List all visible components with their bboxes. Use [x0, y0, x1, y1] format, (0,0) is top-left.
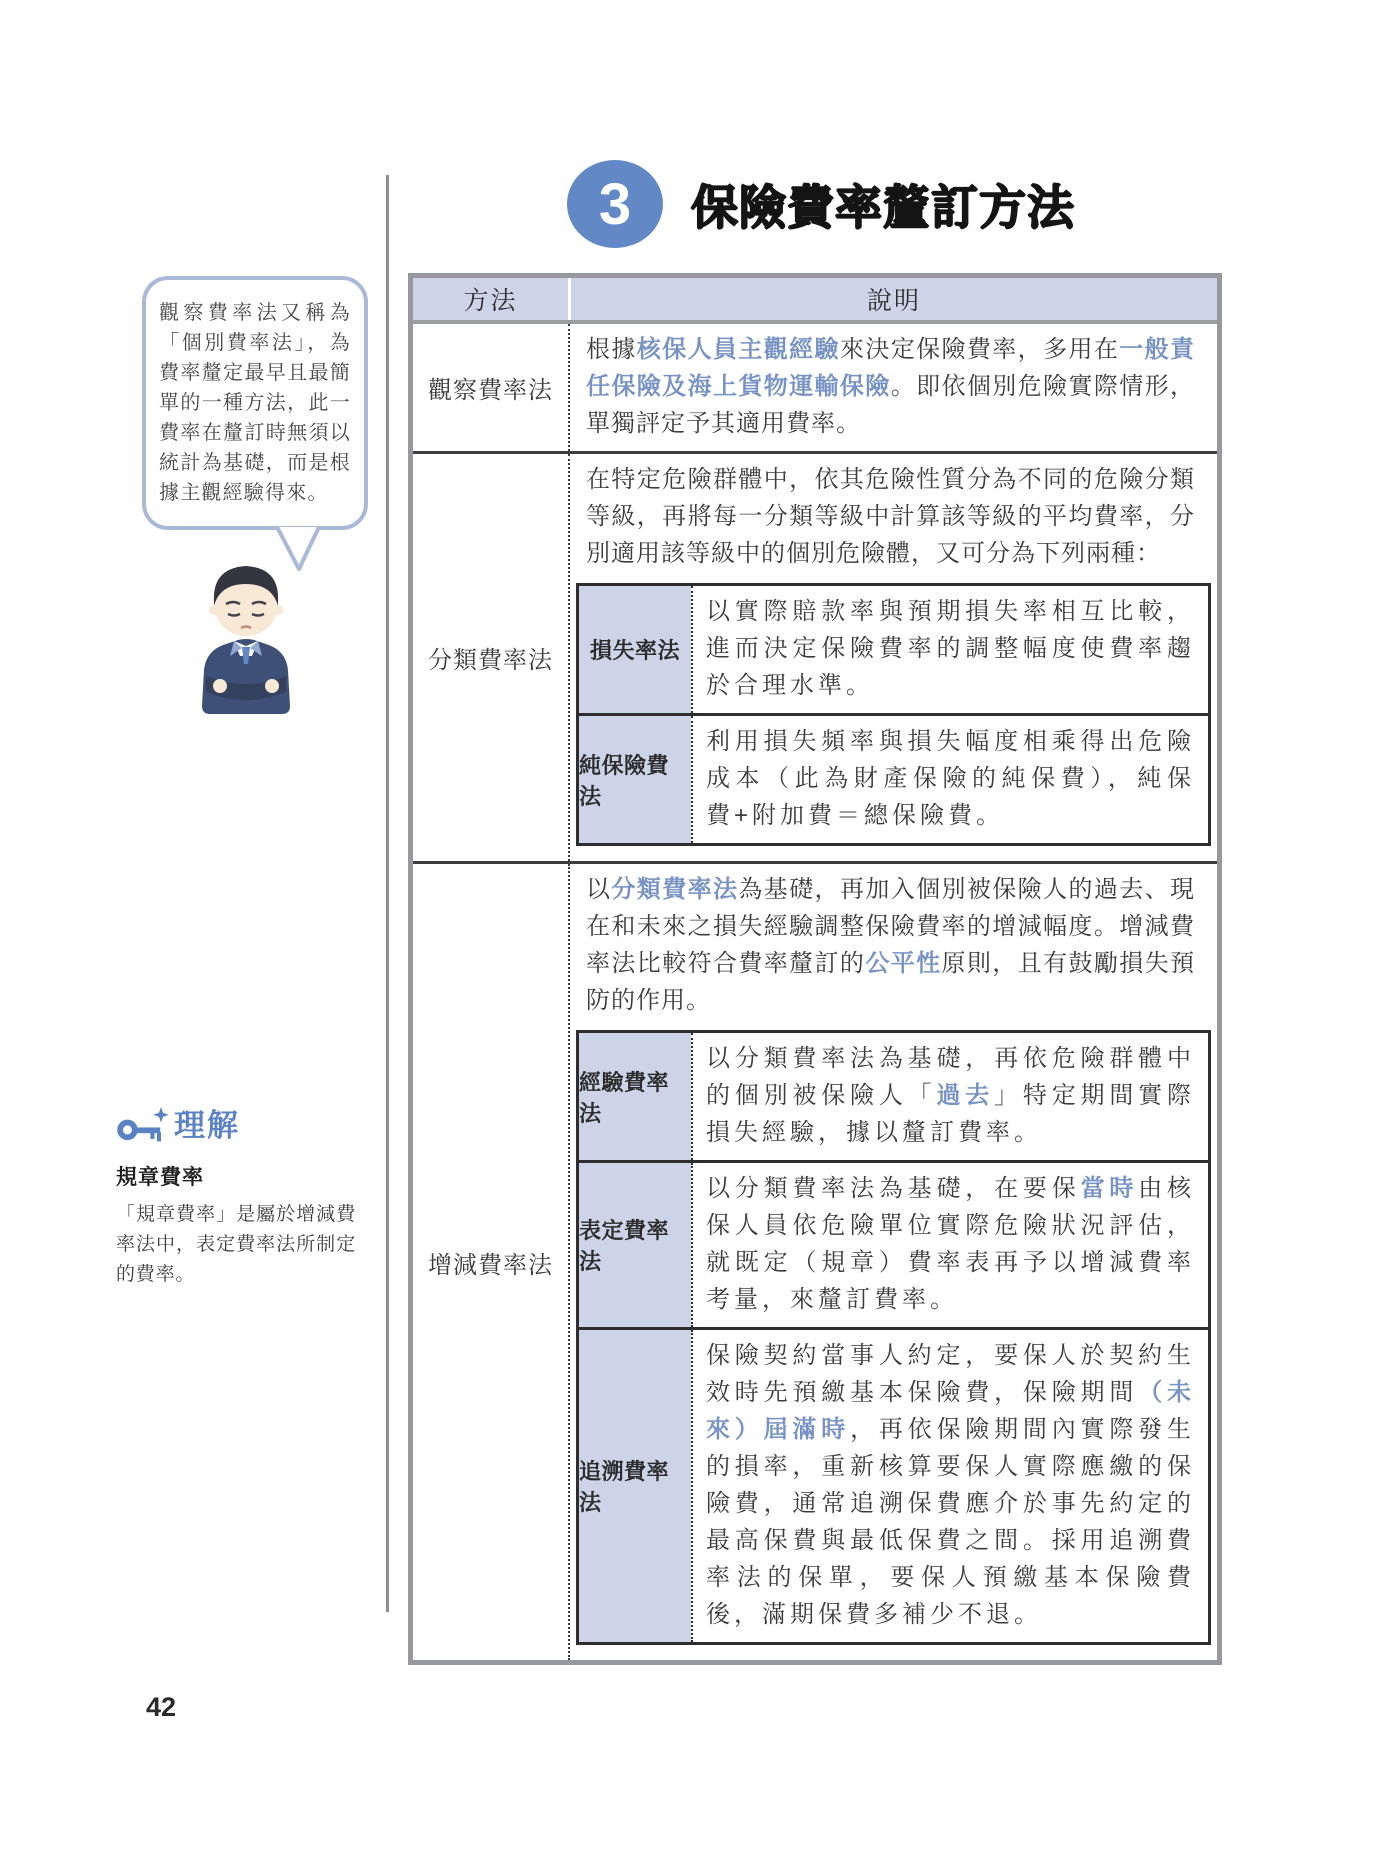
section-divider-rule	[386, 175, 389, 1612]
section-number-badge: 3	[567, 160, 663, 248]
sub-methods-table	[576, 1030, 1211, 1645]
table-row	[413, 324, 1217, 451]
note-icon-label: 理解	[174, 1108, 240, 1143]
sub-method-label-cell: 損失率法	[579, 586, 691, 713]
text-segment: 。即依個別危險實際情形，單獨評定予其適用費率。	[586, 373, 1196, 437]
note-heading: 規章費率	[116, 1166, 204, 1189]
sub-method-description-cell	[691, 716, 1208, 843]
description-text	[576, 871, 1211, 1019]
character-illustration	[186, 556, 306, 756]
sub-method-description-cell	[691, 1330, 1208, 1642]
sub-method-label-cell: 追溯費率法	[579, 1330, 691, 1642]
rate-methods-table	[408, 273, 1222, 1665]
speech-bubble	[142, 276, 368, 530]
text-segment: 以分類費率法為基礎，在要保	[706, 1175, 1081, 1202]
text-segment: 保險契約當事人約定，要保人於契約生效時先預繳基本保險費，保險期間	[706, 1342, 1195, 1406]
description-cell	[568, 864, 1217, 1660]
text-segment: 由核保人員依危險單位實際危險狀況評估，就既定（規章）費率表再予以增減費率考量，來釐訂費率。	[706, 1175, 1195, 1313]
text-segment: 根據	[586, 336, 637, 363]
text-segment: 以	[586, 876, 612, 903]
sub-table-row	[579, 713, 1208, 843]
text-segment: 原則，且有鼓勵損失預防的作用。	[586, 950, 1196, 1014]
table-header-row	[413, 278, 1217, 324]
sub-table-row	[579, 586, 1208, 713]
header-cell-description: 說明	[568, 278, 1217, 320]
sub-method-description-cell	[691, 586, 1208, 713]
table-row	[413, 451, 1217, 861]
sub-method-label-cell: 純保險費法	[579, 716, 691, 843]
method-cell: 增減費率法	[428, 1251, 553, 1279]
key-icon	[116, 1105, 170, 1145]
method-cell: 分類費率法	[428, 647, 553, 674]
text-segment: 為基礎，再加入個別被保險人的過去、現在和未來之損失經驗調整保險費率的增減幅度。增減費率法比較符合費率釐訂的	[586, 876, 1196, 977]
sub-method-description-cell	[691, 1033, 1208, 1160]
highlighted-term: 分類費率法	[611, 876, 739, 903]
table-body	[413, 324, 1217, 1660]
sub-method-label-cell: 表定費率法	[579, 1163, 691, 1327]
header-cell-method: 方法	[463, 287, 518, 315]
description-text	[576, 461, 1211, 572]
text-segment: 利用損失頻率與損失幅度相乘得出危險成本（此為財產保險的純保費），純保費+附加費＝總保險費。	[706, 728, 1195, 829]
method-cell: 觀察費率法	[428, 377, 553, 404]
text-segment: 以實際賠款率與預期損失率相互比較，進而決定保險費率的調整幅度使費率趨於合理水準。	[706, 598, 1195, 699]
text-segment: 」特定期間實際損失經驗，據以釐訂費率。	[706, 1082, 1195, 1146]
sub-table-row	[579, 1033, 1208, 1160]
note-section	[116, 1100, 364, 1290]
page-title: 保險費率釐訂方法	[691, 180, 1075, 234]
text-segment: 在特定危險群體中，依其危險性質分為不同的危險分類等級，再將每一分類等級中計算該等級的平均費率，分別適用該等級中的個別危險體，又可分為下列兩種：	[586, 466, 1195, 567]
sub-method-label-cell: 經驗費率法	[579, 1033, 691, 1160]
sub-table-row	[579, 1327, 1208, 1642]
sub-method-description-cell	[691, 1163, 1208, 1327]
highlighted-term: （未來）屆滿時	[706, 1379, 1195, 1443]
highlighted-term: 公平性	[865, 950, 942, 977]
description-cell	[568, 324, 1217, 451]
text-segment: 來決定保險費率，多用在	[839, 336, 1120, 363]
description-text	[576, 331, 1211, 442]
note-header	[116, 1100, 364, 1145]
table-row	[413, 861, 1217, 1660]
speech-bubble-text: 觀察費率法又稱為「個別費率法」，為費率釐定最早且最簡單的一種方法，此一費率在釐訂時無須以統計為基礎，而是根據主觀經驗得來。	[159, 302, 351, 504]
highlighted-term: 當時	[1080, 1175, 1139, 1202]
page-number: 42	[146, 1692, 177, 1722]
text-segment: 以分類費率法為基礎，再依危險群體中的個別被保險人「	[706, 1045, 1195, 1109]
highlighted-term: 一般責任保險及海上貨物運輸保險	[586, 336, 1196, 400]
description-cell	[568, 454, 1217, 861]
sub-table-row	[579, 1160, 1208, 1327]
highlighted-term: 核保人員主觀經驗	[636, 336, 840, 363]
section-title-row	[567, 160, 1075, 248]
text-segment: ，再依保險期間內實際發生的損率，重新核算要保人實際應繳的保險費，通常追溯保費應介於事先約定的最高保費與最低保費之間。採用追溯費率法的保單，要保人預繳基本保險費後，滿期保費多補少不退。	[706, 1416, 1195, 1628]
sub-methods-table	[576, 583, 1211, 846]
highlighted-term: 過去	[936, 1082, 995, 1109]
note-body: 「規章費率」是屬於增減費率法中，表定費率法所制定的費率。	[116, 1204, 356, 1285]
